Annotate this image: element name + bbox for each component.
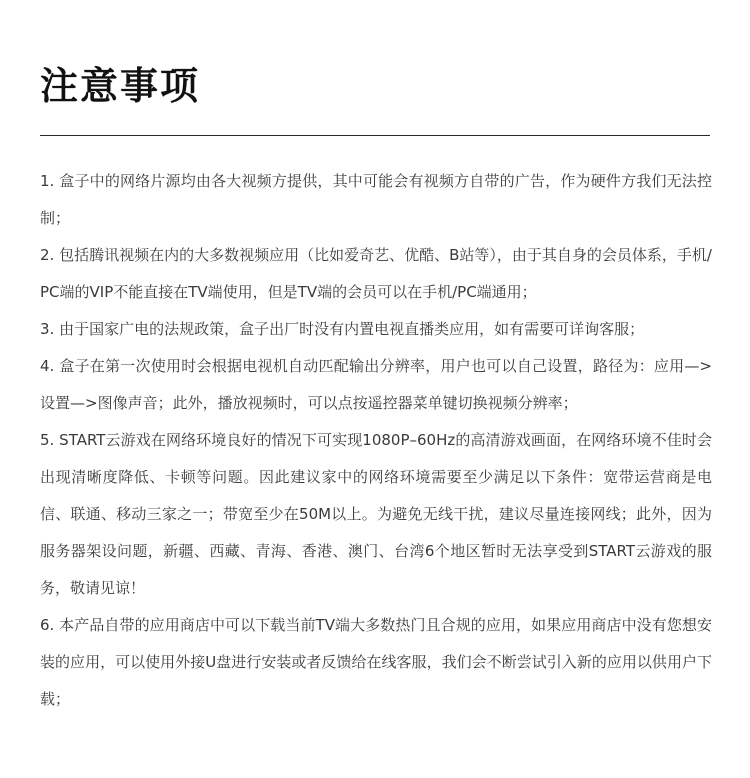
note-item-4: 4. 盒子在第一次使用时会根据电视机自动匹配输出分辨率，用户也可以自己设置，路径为：应用—>设置—>图像声音；此外，播放视频时，可以点按遥控器菜单键切换视频分辨率； [40, 357, 712, 412]
notes-list [40, 163, 712, 718]
note-item-6: 6. 本产品自带的应用商店中可以下载当前TV端大多数热门且合规的应用，如果应用商店中没有您想安装的应用，可以使用外接U盘进行安装或者反馈给在线客服，我们会不断尝试引入新的应用以供用户下载； [40, 616, 712, 708]
page-title: 注意事项 [40, 64, 201, 108]
title-divider [40, 135, 710, 136]
note-item-5: 5. START云游戏在网络环境良好的情况下可实现1080P–60Hz的高清游戏画面，在网络环境不佳时会出现清晰度降低、卡顿等问题。因此建议家中的网络环境需要至少满足以下条件：宽带运营商是电信、联通、移动三家之一；带宽至少在50M以上。为避免无线干扰，建议尽量连接网线；此外，因为服务器架设问题，新疆、西藏、青海、香港、澳门、台湾6个地区暂时无法享受到START云游戏的服务，敬请见谅！ [40, 431, 712, 597]
note-item-3: 3. 由于国家广电的法规政策，盒子出厂时没有内置电视直播类应用，如有需要可详询客服； [40, 320, 645, 338]
note-item-1: 1. 盒子中的网络片源均由各大视频方提供，其中可能会有视频方自带的广告，作为硬件方我们无法控制； [40, 172, 712, 227]
note-item-2: 2. 包括腾讯视频在内的大多数视频应用（比如爱奇艺、优酷、B站等），由于其自身的会员体系，手机/PC端的VIP不能直接在TV端使用，但是TV端的会员可以在手机/PC端通用； [40, 246, 712, 301]
